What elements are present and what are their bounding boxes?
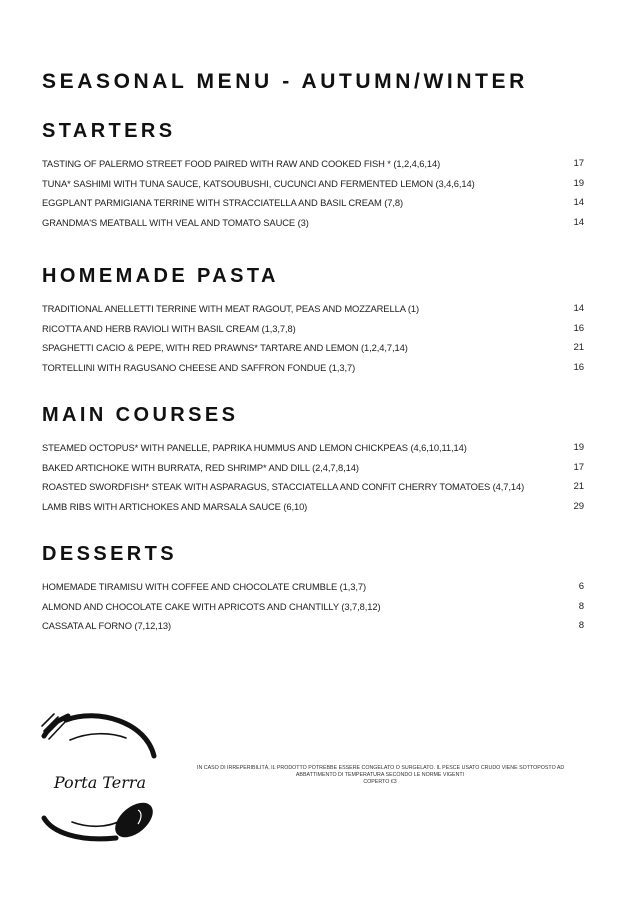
menu-item	[42, 458, 584, 478]
item-name: GRANDMA'S MEATBALL WITH VEAL AND TOMATO SAUCE (3)	[42, 216, 309, 228]
menu-item	[42, 477, 584, 497]
cover-charge: COPERTO €3	[363, 778, 397, 785]
item-price: 19	[573, 442, 584, 454]
section-title: MAIN COURSES	[42, 404, 239, 426]
item-name: CASSATA AL FORNO (7,12,13)	[42, 620, 172, 632]
menu-item	[42, 174, 584, 194]
item-name: RICOTTA AND HERB RAVIOLI WITH BASIL CREAM (1,3,7,8)	[42, 322, 296, 334]
item-price: 19	[573, 177, 584, 189]
item-price: 6	[578, 581, 584, 593]
menu-item	[42, 193, 584, 213]
menu-item	[42, 319, 584, 339]
item-price: 8	[578, 620, 584, 632]
item-name: EGGPLANT PARMIGIANA TERRINE WITH STRACCIATELLA AND BASIL CREAM (7,8)	[42, 197, 403, 209]
logo-text: Porta Terra	[53, 773, 147, 792]
menu-item	[42, 438, 584, 458]
footer-line: IN CASO DI IRREPERIBILITÀ, IL PRODOTTO POTREBBE ESSERE CONGELATO O SURGELATO. IL PESCE USATO CRUDO VIENE SOTTOPOSTO AD	[197, 765, 565, 771]
item-price: 17	[573, 158, 584, 170]
menu-item	[42, 358, 584, 378]
section-title: STARTERS	[42, 120, 176, 142]
item-name: ALMOND AND CHOCOLATE CAKE WITH APRICOTS AND CHANTILLY (3,7,8,12)	[42, 600, 381, 612]
item-name: TUNA* SASHIMI WITH TUNA SAUCE, KATSOUBUSHI, CUCUNCI AND FERMENTED LEMON (3,4,6,14)	[42, 177, 475, 189]
item-price: 14	[573, 197, 584, 209]
menu-item	[42, 616, 584, 636]
section-starters	[42, 119, 584, 232]
item-name: LAMB RIBS WITH ARTICHOKES AND MARSALA SAUCE (6,10)	[42, 500, 308, 512]
page-title: SEASONAL MENU - AUTUMN/WINTER	[42, 70, 528, 93]
menu-item	[42, 338, 584, 358]
item-name: TASTING OF PALERMO STREET FOOD PAIRED WITH RAW AND COOKED FISH * (1,2,4,6,14)	[42, 158, 441, 170]
section-title: DESSERTS	[42, 543, 178, 565]
footer-note	[197, 765, 563, 785]
menu-item	[42, 497, 584, 517]
section-desserts	[42, 542, 584, 636]
item-name: TORTELLINI WITH RAGUSANO CHEESE AND SAFFRON FONDUE (1,3,7)	[42, 361, 356, 373]
item-name: ROASTED SWORDFISH* STEAK WITH ASPARAGUS, STACCIATELLA AND CONFIT CHERRY TOMATOES (4,7,14)	[42, 481, 525, 493]
item-price: 16	[573, 322, 584, 334]
item-name: TRADITIONAL ANELLETTI TERRINE WITH MEAT RAGOUT, PEAS AND MOZZARELLA (1)	[42, 303, 419, 315]
restaurant-logo	[38, 708, 162, 844]
footer-line: ABBATTIMENTO DI TEMPERATURA SECONDO LE NORME VIGENTI	[295, 771, 465, 778]
menu-item	[42, 577, 584, 597]
section-main-courses	[42, 403, 584, 516]
fork-spoon-plate-icon	[38, 708, 162, 844]
menu-item	[42, 213, 584, 233]
section-title: HOMEMADE PASTA	[42, 265, 279, 287]
item-name: HOMEMADE TIRAMISU WITH COFFEE AND CHOCOLATE CRUMBLE (1,3,7)	[42, 581, 366, 593]
menu-item	[42, 597, 584, 617]
section-homemade-pasta	[42, 264, 584, 377]
item-price: 14	[573, 303, 584, 315]
item-price: 17	[573, 461, 584, 473]
item-name: BAKED ARTICHOKE WITH BURRATA, RED SHRIMP* AND DILL (2,4,7,8,14)	[42, 461, 359, 473]
item-name: SPAGHETTI CACIO & PEPE, WITH RED PRAWNS* TARTARE AND LEMON (1,2,4,7,14)	[42, 342, 408, 354]
item-price: 29	[573, 500, 584, 512]
item-name: STEAMED OCTOPUS* WITH PANELLE, PAPRIKA HUMMUS AND LEMON CHICKPEAS (4,6,10,11,14)	[42, 442, 467, 454]
item-price: 8	[578, 600, 584, 612]
item-price: 21	[573, 342, 584, 354]
menu-item	[42, 154, 584, 174]
item-price: 21	[573, 481, 584, 493]
item-price: 14	[573, 216, 584, 228]
item-price: 16	[573, 361, 584, 373]
menu-item	[42, 299, 584, 319]
